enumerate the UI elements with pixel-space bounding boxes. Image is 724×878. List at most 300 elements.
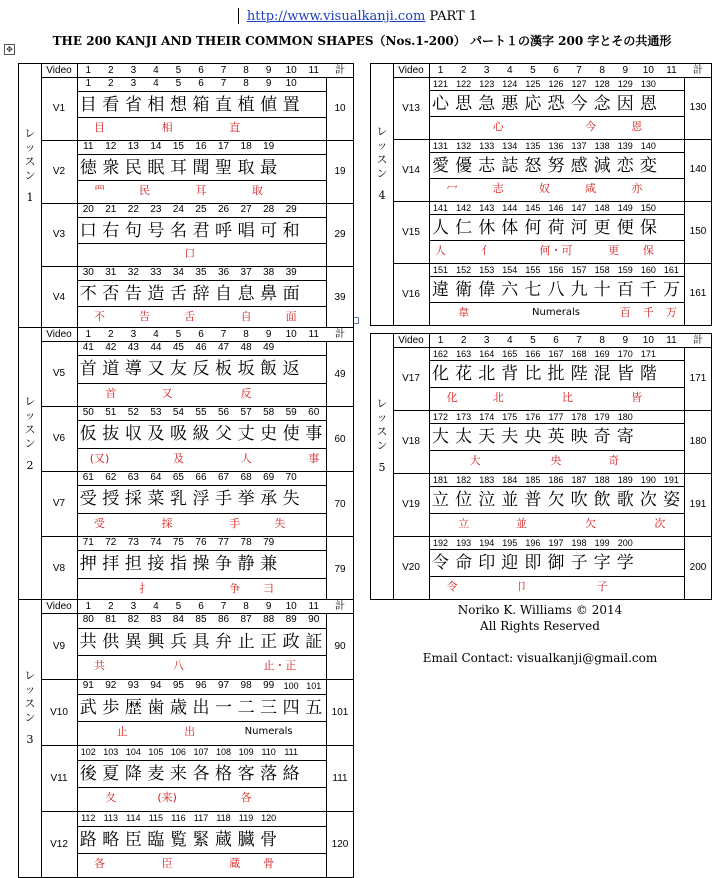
- kanji-cell[interactable]: 奇: [593, 427, 611, 447]
- kanji-cell[interactable]: 静: [237, 554, 255, 574]
- kanji-number: 184: [502, 475, 518, 485]
- kanji-cell[interactable]: 恐: [547, 94, 565, 114]
- kanji-cell[interactable]: 辞: [192, 284, 210, 304]
- kanji-cell[interactable]: 学: [616, 553, 634, 573]
- kanji-cell[interactable]: 略: [102, 830, 120, 850]
- kanji-cell[interactable]: 名: [169, 221, 187, 241]
- kanji-cell[interactable]: 看: [102, 95, 120, 115]
- kanji-cell[interactable]: 自: [215, 284, 233, 304]
- kanji-cell[interactable]: 保: [639, 218, 657, 238]
- kanji-cell[interactable]: 臓: [237, 830, 255, 850]
- kanji-cell[interactable]: 蔵: [215, 830, 233, 850]
- kanji-cell[interactable]: 違: [432, 280, 450, 300]
- video-label[interactable]: V2: [41, 140, 78, 203]
- kanji-cell[interactable]: 怒: [524, 156, 542, 176]
- kanji-cell[interactable]: 飲: [593, 490, 611, 510]
- lesson-title-char: レ: [24, 126, 36, 140]
- kanji-number: 76: [195, 537, 207, 548]
- kanji-cell[interactable]: 格: [215, 764, 233, 784]
- divider: [77, 485, 327, 486]
- kanji-cell[interactable]: 悪: [501, 94, 519, 114]
- lesson-title-char: ス: [24, 696, 36, 710]
- kanji-number: 135: [525, 141, 541, 151]
- kanji-cell[interactable]: 舌: [169, 284, 187, 304]
- video-label[interactable]: V15: [393, 201, 430, 263]
- kanji-cell[interactable]: 更: [593, 218, 611, 238]
- kanji-number: 3: [130, 78, 137, 89]
- kanji-cell[interactable]: 手: [215, 489, 233, 509]
- column-index: 9: [265, 65, 272, 76]
- kanji-cell[interactable]: 映: [570, 427, 588, 447]
- total-count-value: 90: [334, 641, 346, 652]
- lesson-table-1: [18, 63, 354, 330]
- kanji-cell[interactable]: 九: [570, 280, 588, 300]
- kanji-cell[interactable]: 並: [501, 490, 519, 510]
- kanji-cell[interactable]: 愛: [432, 156, 450, 176]
- kanji-number: 118: [216, 813, 231, 823]
- video-label[interactable]: V16: [393, 263, 430, 325]
- kanji-cell[interactable]: 陛: [570, 364, 588, 384]
- kanji-number: 13: [127, 141, 139, 152]
- kanji-cell[interactable]: 採: [124, 489, 142, 509]
- kanji-cell[interactable]: 六: [501, 280, 519, 300]
- kanji-cell[interactable]: 何: [524, 218, 542, 238]
- column-index: 10: [642, 65, 654, 76]
- kanji-number: 65: [172, 472, 184, 483]
- common-shape: 蔵: [229, 857, 241, 870]
- kanji-number: 158: [594, 265, 610, 275]
- kanji-cell[interactable]: 普: [524, 490, 542, 510]
- kanji-cell[interactable]: 万: [662, 280, 680, 300]
- lesson-title-char: レ: [24, 394, 36, 408]
- kanji-cell[interactable]: 人: [432, 218, 450, 238]
- kanji-number: 139: [617, 141, 633, 151]
- divider: [77, 448, 327, 449]
- kanji-cell[interactable]: 即: [524, 553, 542, 573]
- total-count-value: 70: [334, 499, 346, 510]
- column-index: 11: [666, 65, 677, 76]
- kanji-cell[interactable]: 歩: [102, 698, 120, 718]
- kanji-cell[interactable]: 政: [282, 632, 300, 652]
- kanji-cell[interactable]: 押: [79, 554, 97, 574]
- kanji-cell[interactable]: 八: [547, 280, 565, 300]
- kanji-cell[interactable]: 武: [79, 698, 97, 718]
- kanji-cell[interactable]: 五: [305, 698, 323, 718]
- kanji-cell[interactable]: 興: [147, 632, 165, 652]
- kanji-cell[interactable]: 歯: [147, 698, 165, 718]
- kanji-cell[interactable]: 英: [547, 427, 565, 447]
- kanji-cell[interactable]: 各: [192, 764, 210, 784]
- video-label[interactable]: V11: [41, 745, 78, 811]
- kanji-cell[interactable]: 誌: [501, 156, 519, 176]
- kanji-number: 38: [263, 267, 275, 278]
- total-count-value: 171: [689, 373, 707, 384]
- kanji-cell[interactable]: 止: [237, 632, 255, 652]
- kanji-cell[interactable]: 印: [478, 553, 496, 573]
- kanji-cell[interactable]: 取: [237, 158, 255, 178]
- kanji-cell[interactable]: 恩: [639, 94, 657, 114]
- kanji-cell[interactable]: 夫: [501, 427, 519, 447]
- video-label[interactable]: V12: [41, 811, 78, 877]
- video-label[interactable]: V5: [41, 341, 78, 406]
- kanji-cell[interactable]: 指: [169, 554, 187, 574]
- kanji-cell[interactable]: 央: [524, 427, 542, 447]
- kanji-cell[interactable]: 耳: [169, 158, 187, 178]
- kanji-cell[interactable]: 共: [79, 632, 97, 652]
- kanji-number: 88: [263, 614, 275, 625]
- kanji-cell[interactable]: 相: [147, 95, 165, 115]
- kanji-cell[interactable]: 仁: [455, 218, 473, 238]
- column-index: 4: [153, 329, 159, 340]
- kanji-cell[interactable]: 麦: [147, 764, 165, 784]
- footer: [390, 602, 690, 666]
- kanji-cell[interactable]: 失: [282, 489, 300, 509]
- video-label[interactable]: V20: [393, 536, 430, 599]
- kanji-cell[interactable]: 吹: [570, 490, 588, 510]
- kanji-cell[interactable]: 欠: [547, 490, 565, 510]
- kanji-cell[interactable]: 泣: [478, 490, 496, 510]
- kanji-cell[interactable]: 不: [79, 284, 97, 304]
- kanji-cell[interactable]: 今: [570, 94, 588, 114]
- kanji-cell[interactable]: 和: [282, 221, 300, 241]
- kanji-cell[interactable]: 減: [593, 156, 611, 176]
- lesson-title-char: ス: [24, 154, 36, 168]
- kanji-cell[interactable]: 民: [124, 158, 142, 178]
- email-contact[interactable]: Email Contact: visualkanji@gmail.com: [422, 651, 658, 665]
- kanji-cell[interactable]: 異: [124, 632, 142, 652]
- kanji-cell[interactable]: 志: [478, 156, 496, 176]
- kanji-cell[interactable]: 収: [124, 424, 142, 444]
- kanji-cell[interactable]: 丈: [237, 424, 255, 444]
- kanji-cell[interactable]: 骨: [260, 830, 278, 850]
- kanji-cell[interactable]: 首: [79, 359, 97, 379]
- kanji-cell[interactable]: 応: [524, 94, 542, 114]
- kanji-cell[interactable]: 出: [192, 698, 210, 718]
- kanji-number: 47: [217, 342, 230, 353]
- kanji-cell[interactable]: 感: [570, 156, 588, 176]
- kanji-cell[interactable]: 皆: [616, 364, 634, 384]
- kanji-cell[interactable]: 来: [169, 764, 187, 784]
- kanji-cell[interactable]: 板: [215, 359, 233, 379]
- kanji-cell[interactable]: 後: [79, 764, 97, 784]
- kanji-cell[interactable]: 兼: [260, 554, 278, 574]
- column-index: 6: [198, 65, 204, 76]
- total-count: [684, 139, 711, 201]
- kanji-cell[interactable]: 菜: [147, 489, 165, 509]
- kanji-cell[interactable]: 具: [192, 632, 210, 652]
- lesson-title-char: ン: [376, 438, 388, 452]
- kanji-cell[interactable]: 坂: [237, 359, 255, 379]
- kanji-number: 26: [217, 204, 230, 215]
- kanji-cell[interactable]: 河: [570, 218, 588, 238]
- kanji-cell[interactable]: 眠: [147, 158, 165, 178]
- kanji-cell[interactable]: 思: [455, 94, 473, 114]
- kanji-cell[interactable]: 優: [455, 156, 473, 176]
- kanji-cell[interactable]: 飯: [260, 359, 278, 379]
- kanji-cell[interactable]: 父: [215, 424, 233, 444]
- kanji-cell[interactable]: 聞: [192, 158, 210, 178]
- lesson-title-char: レ: [376, 396, 388, 410]
- site-link[interactable]: http://www.visualkanji.com: [246, 9, 426, 24]
- kanji-cell[interactable]: 導: [124, 359, 142, 379]
- kanji-cell[interactable]: 降: [124, 764, 142, 784]
- kanji-cell[interactable]: 証: [305, 632, 323, 652]
- table-move-handle-icon[interactable]: ✥: [4, 44, 15, 55]
- column-index: 5: [175, 65, 182, 76]
- video-label[interactable]: V9: [41, 613, 78, 679]
- video-label[interactable]: V17: [393, 347, 430, 410]
- lesson-title-char: ッ: [24, 682, 36, 696]
- kanji-cell[interactable]: 字: [593, 553, 611, 573]
- kanji-cell[interactable]: 御: [547, 553, 565, 573]
- kanji-cell[interactable]: 体: [501, 218, 519, 238]
- kanji-cell[interactable]: 落: [260, 764, 278, 784]
- kanji-cell[interactable]: 友: [169, 359, 187, 379]
- kanji-cell[interactable]: 次: [639, 490, 657, 510]
- kanji-number: 17: [217, 141, 230, 152]
- kanji-cell[interactable]: 迎: [501, 553, 519, 573]
- kanji-cell[interactable]: 背: [501, 364, 519, 384]
- kanji-cell[interactable]: 夏: [102, 764, 120, 784]
- kanji-cell[interactable]: 批: [547, 364, 565, 384]
- kanji-number: 82: [127, 614, 139, 625]
- kanji-cell[interactable]: 歴: [124, 698, 142, 718]
- video-label[interactable]: V6: [41, 406, 78, 471]
- kanji-cell[interactable]: 努: [547, 156, 565, 176]
- video-label[interactable]: V7: [41, 471, 78, 536]
- kanji-cell[interactable]: 承: [260, 489, 278, 509]
- common-shape: 千: [642, 306, 654, 319]
- kanji-cell[interactable]: 心: [432, 94, 450, 114]
- kanji-cell[interactable]: 北: [478, 364, 496, 384]
- kanji-cell[interactable]: 事: [305, 424, 323, 444]
- kanji-cell[interactable]: 挙: [237, 489, 255, 509]
- kanji-cell[interactable]: 因: [616, 94, 634, 114]
- divider: [429, 387, 685, 388]
- kanji-cell[interactable]: 念: [593, 94, 611, 114]
- column-index: 1: [85, 65, 92, 76]
- kanji-cell[interactable]: 唱: [237, 221, 255, 241]
- kanji-cell[interactable]: 受: [79, 489, 97, 509]
- lesson-number: 4: [378, 188, 386, 202]
- kanji-number: 189: [617, 475, 633, 485]
- kanji-cell[interactable]: 十: [593, 280, 611, 300]
- total-count: [684, 473, 711, 536]
- kanji-cell[interactable]: 休: [478, 218, 496, 238]
- kanji-cell[interactable]: 可: [260, 221, 278, 241]
- kanji-number: 137: [571, 141, 587, 151]
- kanji-cell[interactable]: 衛: [455, 280, 473, 300]
- kanji-cell[interactable]: 命: [455, 553, 473, 573]
- kanji-cell[interactable]: 道: [102, 359, 120, 379]
- kanji-cell[interactable]: 級: [192, 424, 210, 444]
- kanji-cell[interactable]: 右: [102, 221, 120, 241]
- kanji-cell[interactable]: 史: [260, 424, 278, 444]
- kanji-number: 149: [617, 203, 633, 213]
- kanji-cell[interactable]: 供: [102, 632, 120, 652]
- kanji-cell[interactable]: 荷: [547, 218, 565, 238]
- kanji-cell[interactable]: 路: [79, 830, 97, 850]
- kanji-cell[interactable]: 子: [570, 553, 588, 573]
- kanji-cell[interactable]: 歳: [169, 698, 187, 718]
- kanji-cell[interactable]: 担: [124, 554, 142, 574]
- kanji-cell[interactable]: 授: [102, 489, 120, 509]
- kanji-cell[interactable]: 絡: [282, 764, 300, 784]
- kanji-cell[interactable]: 争: [215, 554, 233, 574]
- kanji-cell[interactable]: 操: [192, 554, 210, 574]
- kanji-cell[interactable]: 造: [147, 284, 165, 304]
- kanji-cell[interactable]: 便: [616, 218, 634, 238]
- video-label[interactable]: V4: [41, 266, 78, 329]
- kanji-cell[interactable]: 拝: [102, 554, 120, 574]
- kanji-cell[interactable]: 鼻: [260, 284, 278, 304]
- column-index: 7: [220, 601, 227, 612]
- kanji-cell[interactable]: 直: [215, 95, 233, 115]
- video-label[interactable]: V8: [41, 536, 78, 601]
- kanji-cell[interactable]: 返: [282, 359, 300, 379]
- kanji-cell[interactable]: 弁: [215, 632, 233, 652]
- kanji-cell[interactable]: 花: [455, 364, 473, 384]
- column-index: 8: [599, 335, 605, 346]
- total-count: [684, 347, 711, 410]
- kanji-cell[interactable]: 衆: [102, 158, 120, 178]
- kanji-cell[interactable]: 臣: [124, 830, 142, 850]
- kanji-cell[interactable]: 徳: [79, 158, 97, 178]
- video-label[interactable]: V18: [393, 410, 430, 473]
- kanji-cell[interactable]: 省: [124, 95, 142, 115]
- kanji-cell[interactable]: 恋: [616, 156, 634, 176]
- kanji-cell[interactable]: 否: [102, 284, 120, 304]
- kanji-cell[interactable]: 令: [432, 553, 450, 573]
- kanji-cell[interactable]: 一: [215, 698, 233, 718]
- kanji-cell[interactable]: 天: [478, 427, 496, 447]
- kanji-cell[interactable]: 兵: [169, 632, 187, 652]
- video-label[interactable]: V14: [393, 139, 430, 201]
- kanji-cell[interactable]: 化: [432, 364, 450, 384]
- kanji-cell[interactable]: 立: [432, 490, 450, 510]
- kanji-cell[interactable]: 姿: [662, 490, 680, 510]
- lesson-title-column: [371, 334, 394, 599]
- lesson-title-column: [19, 328, 42, 601]
- video-label[interactable]: V1: [41, 77, 78, 140]
- kanji-cell[interactable]: 想: [169, 95, 187, 115]
- kanji-number: 166: [525, 349, 541, 359]
- total-count: [684, 77, 711, 139]
- common-shape: 舌: [184, 310, 196, 323]
- kanji-cell[interactable]: 値: [260, 95, 278, 115]
- kanji-number: 112: [81, 813, 96, 823]
- kanji-cell[interactable]: 歌: [616, 490, 634, 510]
- kanji-cell[interactable]: 植: [237, 95, 255, 115]
- kanji-cell[interactable]: 抜: [102, 424, 120, 444]
- kanji-cell[interactable]: 乳: [169, 489, 187, 509]
- kanji-number: 163: [456, 349, 472, 359]
- kanji-cell[interactable]: 階: [639, 364, 657, 384]
- kanji-cell[interactable]: 混: [593, 364, 611, 384]
- video-label[interactable]: V10: [41, 679, 78, 745]
- kanji-cell[interactable]: 三: [260, 698, 278, 718]
- kanji-cell[interactable]: 目: [79, 95, 97, 115]
- kanji-cell[interactable]: 呼: [215, 221, 233, 241]
- video-label[interactable]: V3: [41, 203, 78, 266]
- video-row-v5: [41, 341, 353, 407]
- kanji-cell[interactable]: 吸: [169, 424, 187, 444]
- kanji-cell[interactable]: 号: [147, 221, 165, 241]
- kanji-cell[interactable]: 告: [124, 284, 142, 304]
- kanji-cell[interactable]: 覧: [169, 830, 187, 850]
- kanji-cell[interactable]: 接: [147, 554, 165, 574]
- kanji-cell[interactable]: 変: [639, 156, 657, 176]
- lesson-title-column: [19, 600, 42, 877]
- kanji-cell[interactable]: 客: [237, 764, 255, 784]
- kanji-number: 61: [82, 472, 94, 483]
- video-label[interactable]: V19: [393, 473, 430, 536]
- kanji-cell[interactable]: 又: [147, 359, 165, 379]
- kanji-cell[interactable]: 聖: [215, 158, 233, 178]
- kanji-cell[interactable]: 太: [455, 427, 473, 447]
- kanji-cell[interactable]: 君: [192, 221, 210, 241]
- kanji-cell[interactable]: 置: [282, 95, 300, 115]
- kanji-cell[interactable]: 最: [260, 158, 278, 178]
- kanji-number: 2: [108, 78, 114, 89]
- numerals-label: Numerals: [532, 307, 580, 318]
- kanji-number: 22: [127, 204, 139, 215]
- kanji-cell[interactable]: 反: [192, 359, 210, 379]
- kanji-cell[interactable]: 正: [260, 632, 278, 652]
- kanji-cell[interactable]: 臨: [147, 830, 165, 850]
- kanji-cell[interactable]: 浮: [192, 489, 210, 509]
- lesson-title-char: ン: [24, 710, 36, 724]
- kanji-cell[interactable]: 大: [432, 427, 450, 447]
- divider: [77, 180, 327, 181]
- kanji-cell[interactable]: 句: [124, 221, 142, 241]
- kanji-cell[interactable]: 緊: [192, 830, 210, 850]
- video-label[interactable]: V13: [393, 77, 430, 139]
- kanji-number: 62: [105, 472, 117, 483]
- kanji-cell[interactable]: 及: [147, 424, 165, 444]
- total-count-value: 120: [331, 839, 349, 850]
- kanji-cell[interactable]: 比: [524, 364, 542, 384]
- kanji-number: 50: [82, 407, 94, 418]
- kanji-cell[interactable]: 急: [478, 94, 496, 114]
- kanji-cell[interactable]: 息: [237, 284, 255, 304]
- column-index: 10: [285, 601, 297, 612]
- kanji-cell[interactable]: 偉: [478, 280, 496, 300]
- divider: [429, 513, 685, 514]
- common-shape: 自: [240, 310, 252, 323]
- kanji-cell[interactable]: 寄: [616, 427, 634, 447]
- kanji-number: 5: [175, 78, 182, 89]
- kanji-cell[interactable]: 千: [639, 280, 657, 300]
- kanji-cell[interactable]: 百: [616, 280, 634, 300]
- kanji-cell[interactable]: 面: [282, 284, 300, 304]
- common-shape: 共: [94, 659, 106, 672]
- kanji-number: 58: [263, 407, 275, 418]
- kanji-cell[interactable]: 二: [237, 698, 255, 718]
- kanji-cell[interactable]: 仮: [79, 424, 97, 444]
- common-shape: 彐: [263, 582, 275, 595]
- kanji-cell[interactable]: 箱: [192, 95, 210, 115]
- kanji-number: 174: [479, 412, 495, 422]
- kanji-cell[interactable]: 使: [282, 424, 300, 444]
- kanji-cell[interactable]: 七: [524, 280, 542, 300]
- kanji-cell[interactable]: 位: [455, 490, 473, 510]
- kanji-cell[interactable]: 口: [79, 221, 97, 241]
- common-shape: 事: [308, 452, 320, 465]
- kanji-cell[interactable]: 四: [282, 698, 300, 718]
- kanji-number: 6: [198, 78, 204, 89]
- common-shape: (来): [157, 791, 177, 804]
